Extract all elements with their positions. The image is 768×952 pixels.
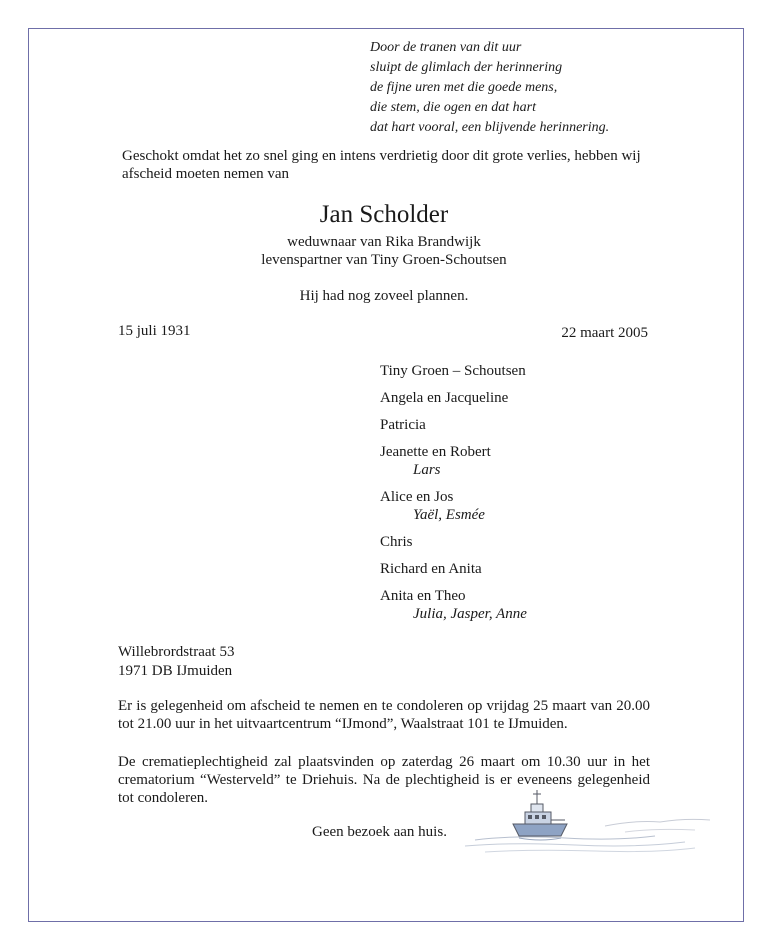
family-names: Angela en Jacqueline [380,390,509,406]
poem-line: de fijne uren met die goede mens, [370,80,558,95]
family-item [380,416,527,434]
family-item [380,362,527,380]
partner-line: levenspartner van Tiny Groen-Schoutsen [261,252,507,268]
family-item [380,488,527,524]
boat-illustration [455,780,715,870]
family-names: Patricia [380,417,426,433]
family-names: Anita en Theo [380,588,466,604]
condolence-text: Er is gelegenheid om afscheid te nemen en te condoleren op vrijdag 25 maart van 20.00 tot 21.00 uur in het uitvaartcentrum “IJmond”, Waalstraat 101 te IJmuiden. [118,698,650,732]
family-names: Alice en Jos [380,489,454,505]
closing-text: Geen bezoek aan huis. [312,824,447,840]
poem-line: Door de tranen van dit uur [370,40,522,55]
home-address [118,643,234,681]
address-street: Willebrordstraat 53 [118,644,235,660]
widower-line: weduwnaar van Rika Brandwijk [287,234,481,250]
grandchildren: Julia, Jasper, Anne [413,606,527,622]
deceased-name: Jan Scholder [319,201,449,228]
address-city: 1971 DB IJmuiden [118,663,233,679]
family-item [380,533,527,551]
family-names: Richard en Anita [380,561,482,577]
grandchildren: Yaël, Esmée [413,507,485,523]
quote: Hij had nog zoveel plannen. [299,288,469,304]
poem-line: dat hart vooral, een blijvende herinnering. [370,120,610,135]
poem-line: sluipt de glimlach der herinnering [370,60,563,75]
intro-text: Geschokt omdat het zo snel ging en intens verdrietig door dit grote verlies, hebben wij afscheid moeten nemen van [122,148,641,182]
death-date: 22 maart 2005 [561,325,648,341]
birth-date: 15 juli 1931 [118,323,191,339]
grandchildren: Lars [413,462,441,478]
family-item [380,560,527,578]
family-item [380,443,527,479]
family-names: Tiny Groen – Schoutsen [380,363,526,379]
family-item [380,587,527,623]
cremation-text: De crematieplechtigheid zal plaatsvinden op zaterdag 26 maart om 10.30 uur in het crematorium “Westerveld” te Driehuis. Na de plechtigheid is er eveneens gelegenheid tot condoleren. [118,754,650,806]
family-names: Chris [380,534,413,550]
family-names: Jeanette en Robert [380,444,491,460]
family-list [380,362,527,632]
poem-line: die stem, die ogen en dat hart [370,100,537,115]
family-item [380,389,527,407]
poem [370,38,609,138]
